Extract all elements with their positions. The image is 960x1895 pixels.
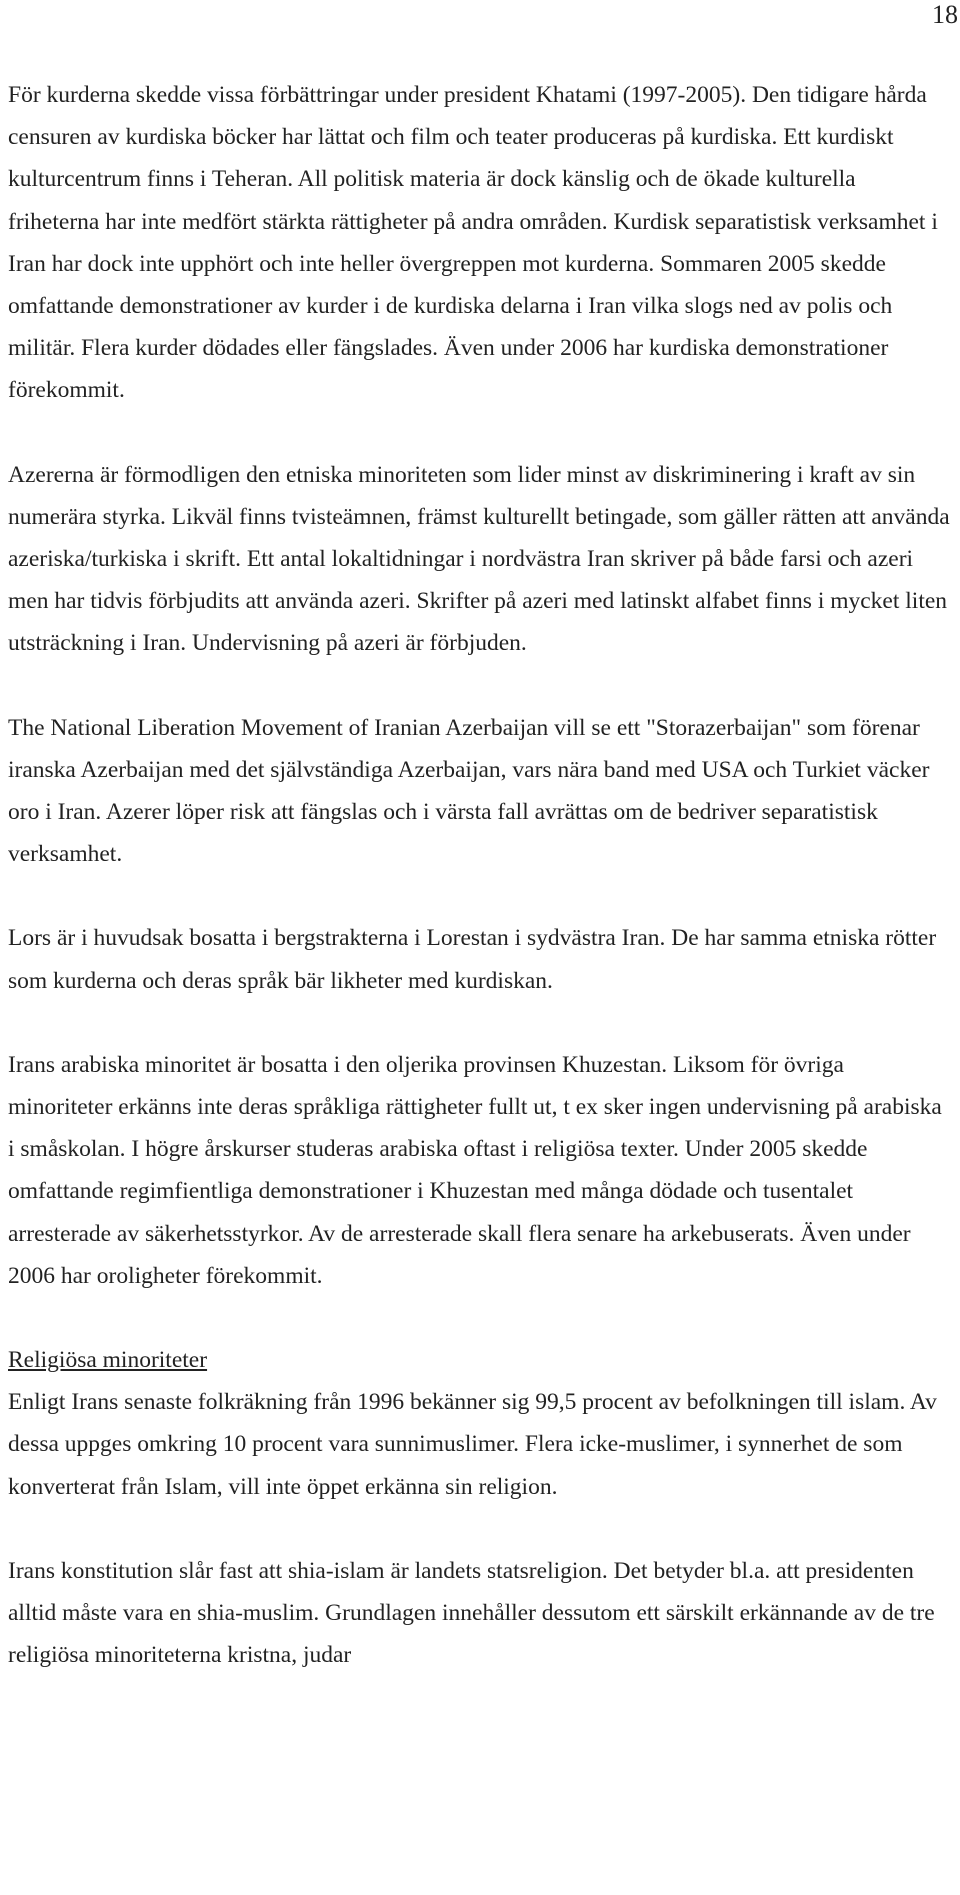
section-heading-religious-minorities: Religiösa minoriteter: [8, 1347, 208, 1374]
paragraph-gap: [8, 875, 952, 917]
paragraph-arabs: Irans arabiska minoritet är bosatta i den oljerika provinsen Khuzestan. Liksom för övriga minoriteter erkänns inte deras språkliga rättigheter fullt ut, t ex sker ingen undervisning på arabiska i småskolan. I högre årskurser studeras arabiska oftast i religiösa texter. Under 2005 skedde omfattande regimfientliga demonstrationer i Khuzestan med många dödade och tusentalet arresterade av säkerhetsstyrkor. Av de arresterade skall flera senare ha arkebuserats. Även under 2006 har oroligheter förekommit.: [8, 1051, 942, 1289]
paragraph-gap: [8, 1508, 952, 1550]
paragraph-lors: Lors är i huvudsak bosatta i bergstrakterna i Lorestan i sydvästra Iran. De har samma etniska rötter som kurderna och deras språk bär likheter med kurdiskan.: [8, 925, 937, 994]
paragraph-kurds: För kurderna skedde vissa förbättringar under president Khatami (1997-2005). Den tidigare hårda censuren av kurdiska böcker har lättat och film och teater produceras på kurdiska. Ett kurdiskt kulturcentrum finns i Teheran. All politisk materia är dock känslig och de ökade kulturella friheterna har inte medfört stärkta rättigheter på andra områden. Kurdisk separatistisk verksamhet i Iran har dock inte upphört och inte heller övergreppen mot kurderna. Sommaren 2005 skedde omfattande demonstrationer av kurder i de kurdiska delarna i Iran vilka slogs ned av polis och militär. Flera kurder dödades eller fängslades. Även under 2006 har kurdiska demonstrationer förekommit.: [8, 82, 938, 404]
paragraph-constitution: Irans konstitution slår fast att shia-islam är landets statsreligion. Det betyder bl.a. att presidenten alltid måste vara en shia-muslim. Grundlagen innehåller dessutom ett särskilt erkännande av de tre religiösa minoriteterna kristna, judar: [8, 1557, 935, 1669]
paragraph-azerbaijan-movement: The National Liberation Movement of Iranian Azerbaijan vill se ett "Storazerbaijan" som förenar iranska Azerbaijan med det självständiga Azerbaijan, vars nära band med USA och Turkiet väcker oro i Iran. Azerer löper risk att fängslas och i värsta fall avrättas om de bedriver separatistisk verksamhet.: [8, 714, 930, 868]
paragraph-census: Enligt Irans senaste folkräkning från 1996 bekänner sig 99,5 procent av befolkningen till islam. Av dessa uppges omkring 10 procent vara sunnimuslimer. Flera icke-muslimer, i synnerhet de som konverterat från Islam, vill inte öppet erkänna sin religion.: [8, 1389, 937, 1500]
paragraph-gap: [8, 1297, 952, 1339]
paragraph-azeris: Azererna är förmodligen den etniska minoriteten som lider minst av diskriminering i kraft av sin numerära styrka. Likväl finns tvisteämnen, främst kulturellt betingade, som gäller rätten att använda azeriska/turkiska i skrift. Ett antal lokaltidningar i nordvästra Iran skriver på både farsi och azeri men har tidvis förbjudits att använda azeri. Skrifter på azeri med latinskt alfabet finns i mycket liten utsträckning i Iran. Undervisning på azeri är förbjuden.: [8, 461, 950, 657]
paragraph-gap: [8, 665, 952, 707]
paragraph-gap: [8, 1002, 952, 1044]
paragraph-gap: [8, 412, 952, 454]
page-number: 18: [932, 0, 958, 29]
document-body: [8, 74, 952, 1677]
